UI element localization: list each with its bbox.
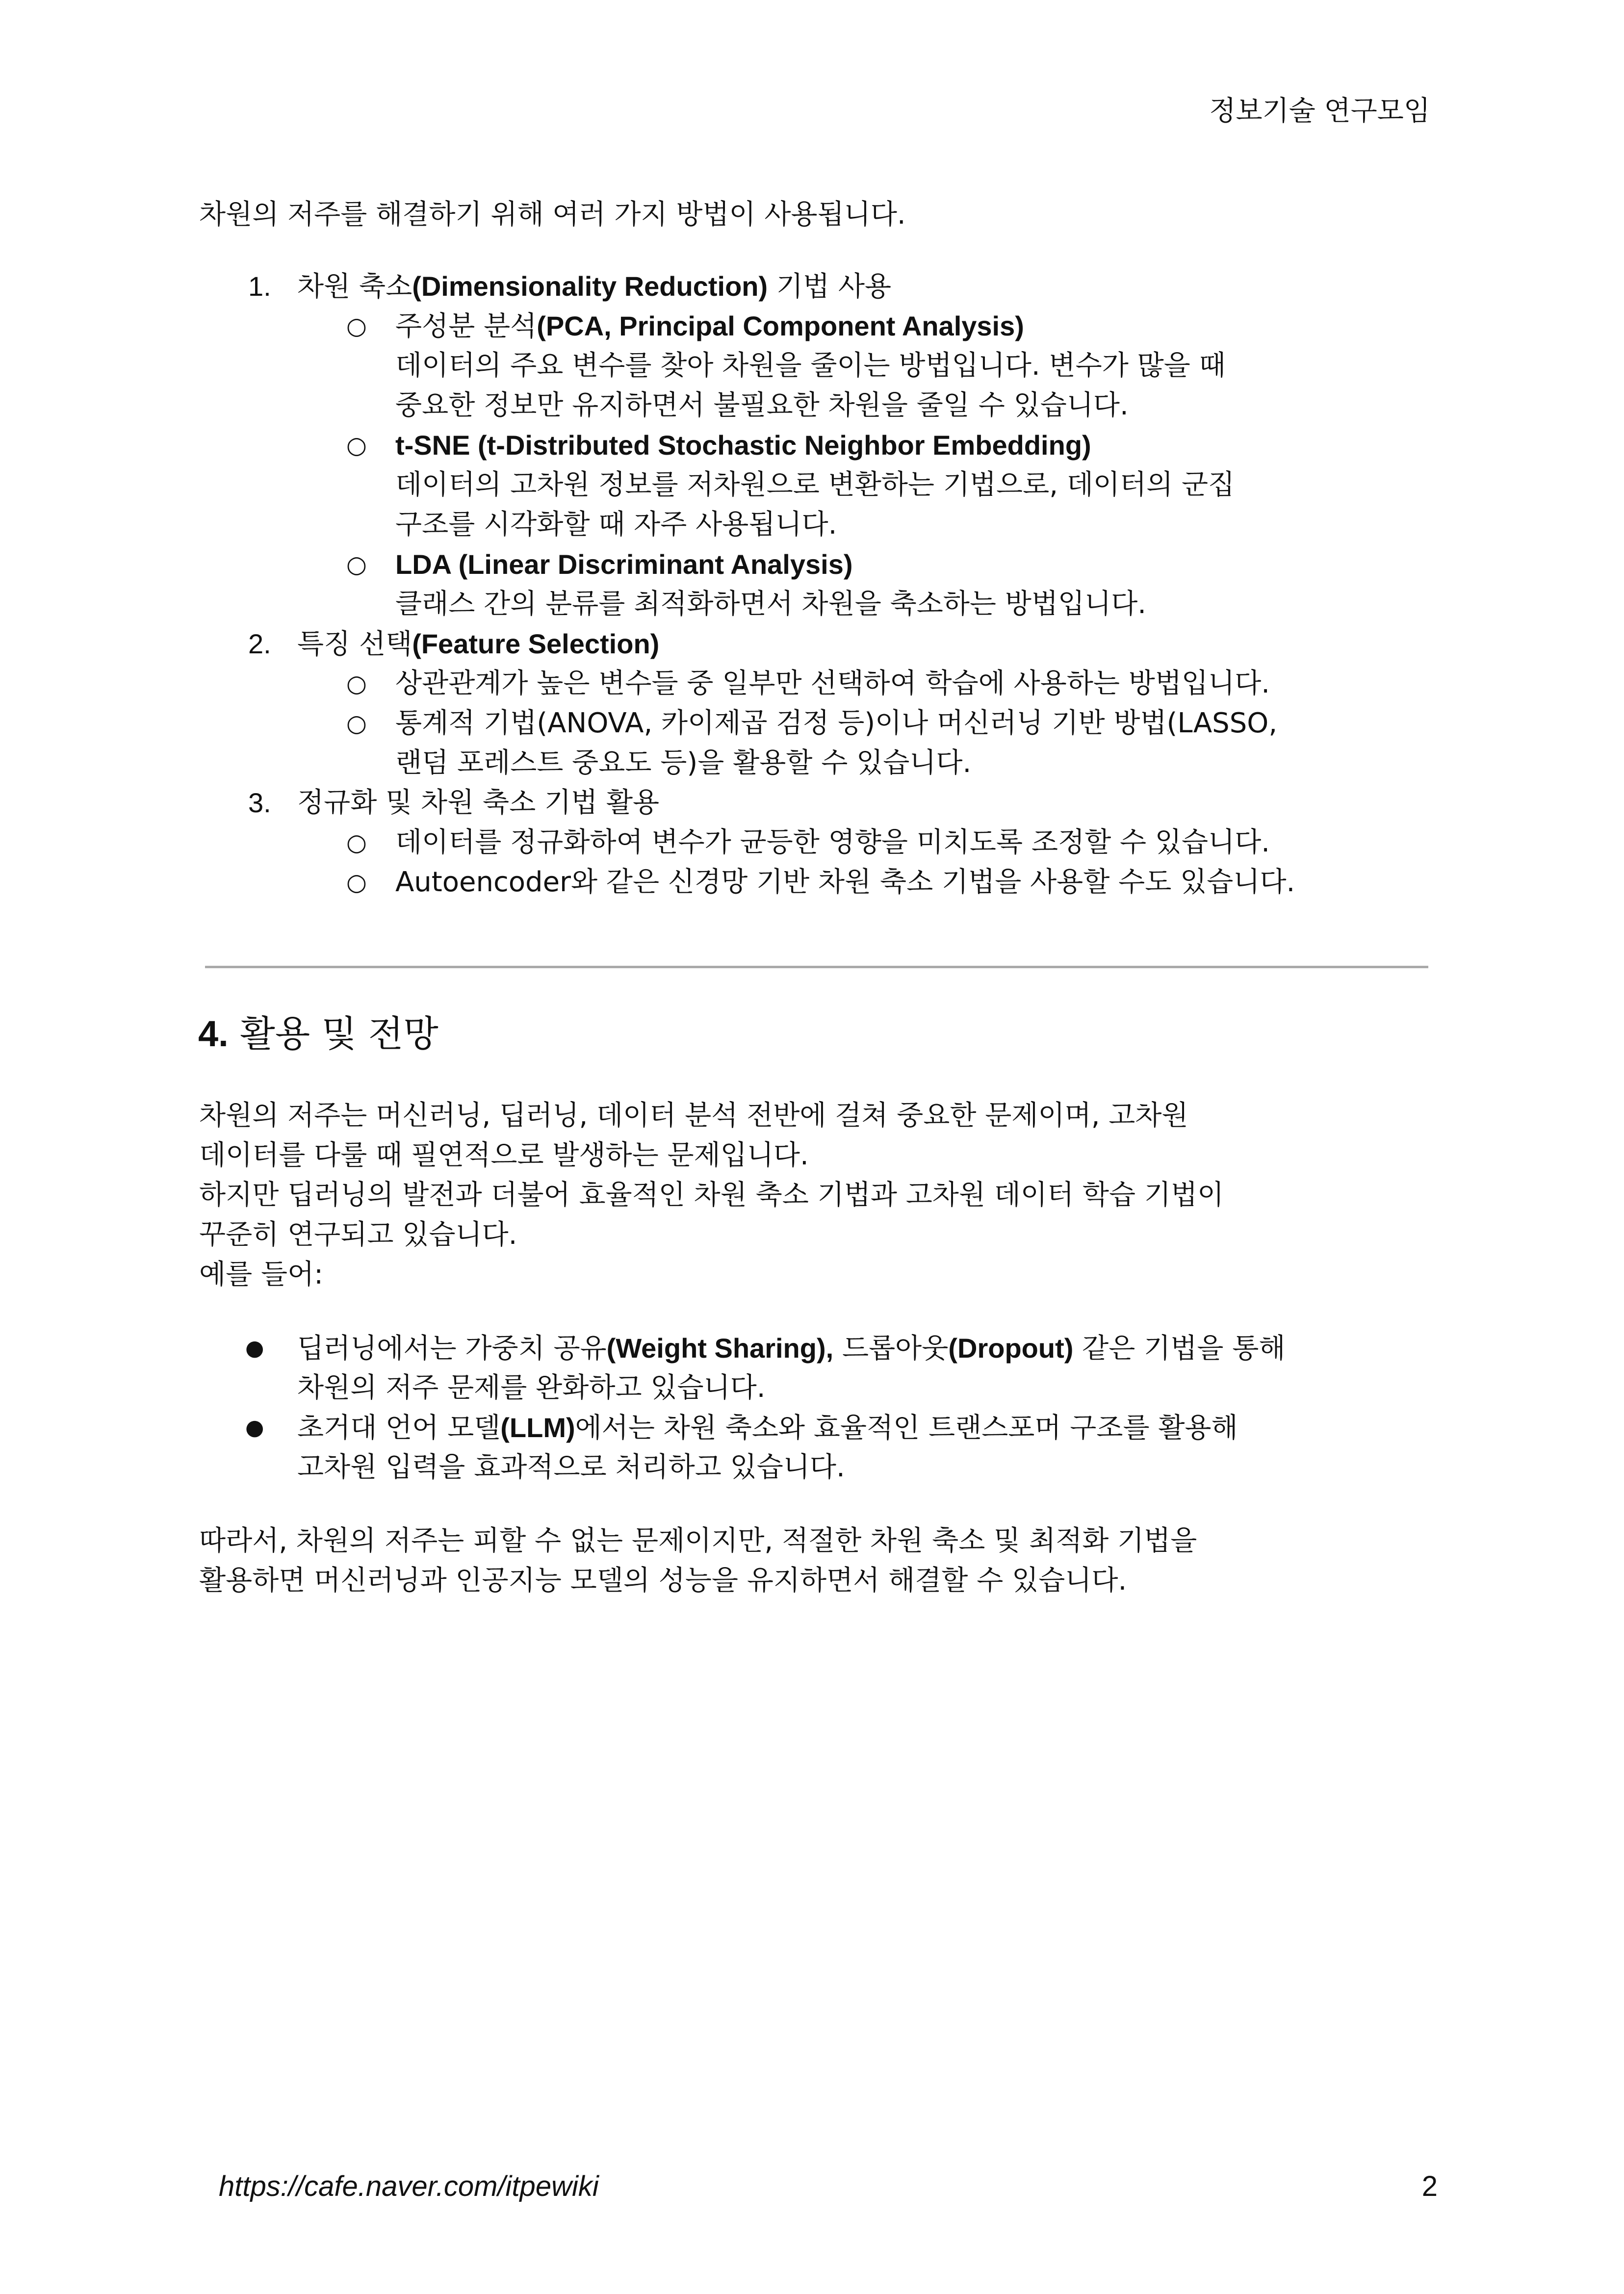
paragraph-line: 차원의 저주는 머신러닝, 딥러닝, 데이터 분석 전반에 걸쳐 중요한 문제이며, 고차원 [199, 1100, 1188, 1132]
bullet-item-line: 차원의 저주 문제를 완화하고 있습니다. [297, 1372, 766, 1404]
paragraph-line: 데이터를 다룰 때 필연적으로 발생하는 문제입니다. [199, 1139, 809, 1171]
sub-bullet-icon: ○ [346, 710, 367, 737]
list-marker-2: 2. [248, 628, 271, 659]
footer-url-link[interactable]: https://cafe.naver.com/itpewiki [219, 2170, 599, 2202]
sub-item-tsne-line: 데이터의 고차원 정보를 저차원으로 변환하는 기법으로, 데이터의 군집 [395, 469, 1235, 501]
sub-item-pca-title: 주성분 분석(PCA, Principal Component Analysis) [395, 310, 1024, 342]
list-item-1: 차원 축소(Dimensionality Reduction) 기법 사용 [297, 271, 892, 303]
list-marker-1: 1. [248, 271, 271, 302]
sub-item-line: 상관관계가 높은 변수들 중 일부만 선택하여 학습에 사용하는 방법입니다. [395, 668, 1270, 699]
sub-item-pca-line: 중요한 정보만 유지하면서 불필요한 차원을 줄일 수 있습니다. [395, 389, 1129, 421]
sub-item-lda-title: LDA (Linear Discriminant Analysis) [395, 549, 853, 580]
section-heading: 4. 활용 및 전망 [198, 1013, 438, 1055]
list-item-2: 특징 선택(Feature Selection) [297, 628, 660, 660]
sub-item-lda-line: 클래스 간의 분류를 최적화하면서 차원을 축소하는 방법입니다. [395, 588, 1147, 620]
bullet-item-line: 딥러닝에서는 가중치 공유(Weight Sharing), 드롭아웃(Dropout) 같은 기법을 통해 [297, 1333, 1286, 1365]
sub-item-tsne-title: t-SNE (t-Distributed Stochastic Neighbor Embedding) [395, 430, 1091, 461]
conclusion-line: 활용하면 머신러닝과 인공지능 모델의 성능을 유지하면서 해결할 수 있습니다. [199, 1565, 1127, 1597]
conclusion-line: 따라서, 차원의 저주는 피할 수 없는 문제이지만, 적절한 차원 축소 및 최적화 기법을 [199, 1525, 1197, 1557]
bullet-item-line: 고차원 입력을 효과적으로 처리하고 있습니다. [297, 1451, 845, 1483]
sub-bullet-icon: ○ [346, 551, 367, 578]
bullet-item-line: 초거대 언어 모델(LLM)에서는 차원 축소와 효율적인 트랜스포머 구조를 활용해 [297, 1412, 1238, 1444]
sub-item-tsne-line: 구조를 시각화할 때 자주 사용됩니다. [395, 509, 837, 541]
list-marker-3: 3. [248, 787, 271, 818]
sub-bullet-icon: ○ [346, 869, 367, 896]
header-title: 정보기술 연구모임 [1209, 95, 1430, 127]
intro-text: 차원의 저주를 해결하기 위해 여러 가지 방법이 사용됩니다. [199, 199, 906, 231]
list-item-3: 정규화 및 차원 축소 기법 활용 [297, 787, 660, 819]
sub-bullet-icon: ○ [346, 670, 367, 697]
sub-item-pca-line: 데이터의 주요 변수를 찾아 차원을 줄이는 방법입니다. 변수가 많을 때 [395, 350, 1226, 382]
sub-bullet-icon: ○ [346, 432, 367, 459]
sub-item-line: 데이터를 정규화하여 변수가 균등한 영향을 미치도록 조정할 수 있습니다. [395, 826, 1270, 858]
paragraph-line: 꾸준히 연구되고 있습니다. [199, 1219, 517, 1251]
sub-item-line: 통계적 기법(ANOVA, 카이제곱 검정 등)이나 머신러닝 기반 방법(LASSO, [395, 707, 1278, 739]
bullet-dot-icon: ● [245, 1415, 264, 1440]
sub-bullet-icon: ○ [346, 312, 367, 340]
paragraph-line: 하지만 딥러닝의 발전과 더불어 효율적인 차원 축소 기법과 고차원 데이터 학습 기법이 [199, 1179, 1224, 1211]
sub-item-line: 랜덤 포레스트 중요도 등)을 활용할 수 있습니다. [395, 747, 972, 779]
bullet-dot-icon: ● [245, 1336, 264, 1361]
page-number: 2 [1421, 2170, 1438, 2202]
paragraph-line: 예를 들어: [199, 1259, 324, 1290]
section-divider [205, 966, 1428, 968]
sub-item-line: Autoencoder와 같은 신경망 기반 차원 축소 기법을 사용할 수도 있습니다. [395, 866, 1295, 898]
sub-bullet-icon: ○ [346, 829, 367, 856]
